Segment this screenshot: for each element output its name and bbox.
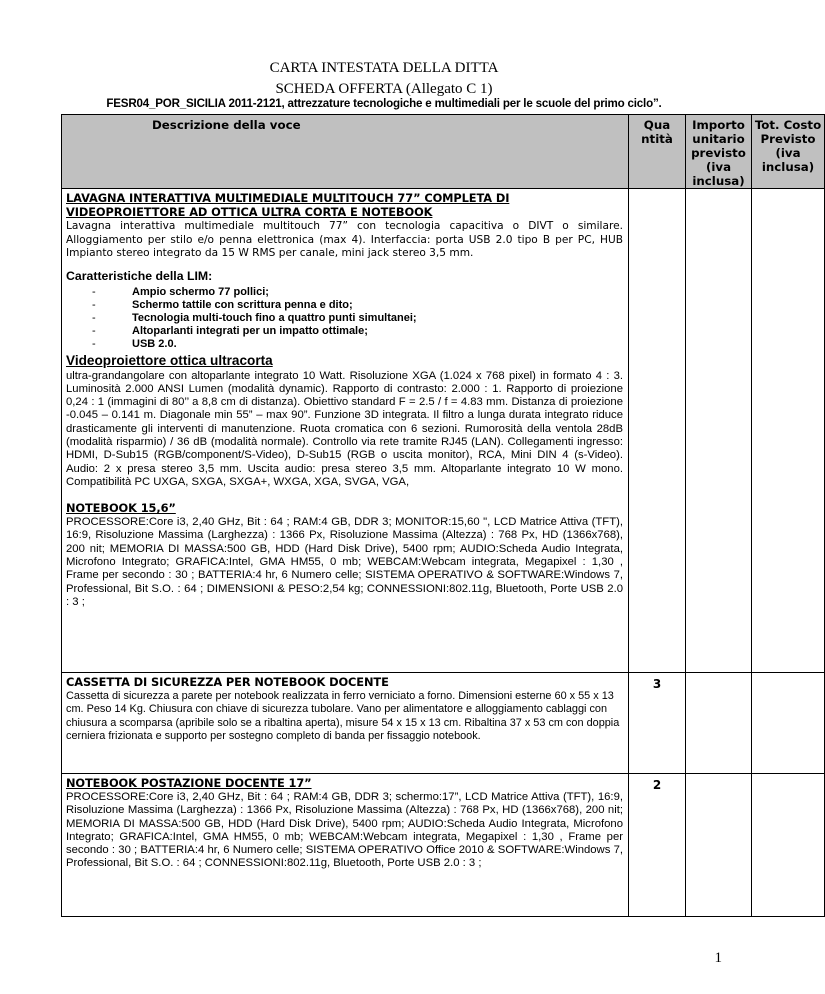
lim-features-heading: Caratteristiche della LIM: [66, 268, 213, 283]
notebook-15-text: PROCESSORE:Core i3, 2,40 GHz, Bit : 64 ; RAM:4 GB, DDR 3; MONITOR:15,60 ", LCD Matrice Attiva (TFT), 16:9, Risoluzione Massima (Larghezza) : 1366 Px, Risoluzione Massima (Altezza) : 768 Px, HD (1366x768), 200 nit; MEMORIA DI MASSA:500 GB, HDD (Hard Disk Drive), 5400 rpm; AUDIO:Scheda Audio Integrata, Microfono Integrato; GRAFICA:Intel, GMA HM55, 0 mb; WEBCAM:Webcam integrata, Megapixel : 1,30 , Frame per secondo : 30 ; BATTERIA:4 hr, 6 Numero celle; SISTEMA OPERATIVO & SOFTWARE:Windows 7, Professional, Bit S.O. : 64 ; DIMENSIONI & PESO:2,54 kg; CONNESSIONI:802.11g, Bluetooth, Porte USB 2.0 : 3 ; [66, 516, 623, 608]
list-item: - Schermo tattile con scrittura penna e dito; [92, 298, 353, 311]
column-header-total-cost: Tot. Costo Previsto (iva inclusa) [752, 115, 825, 189]
list-item: - Altoparlanti integrati per un impatto ottimale; [92, 324, 368, 337]
table-header-row [62, 115, 825, 189]
item-lim-total [752, 189, 825, 673]
company-letterhead: CARTA INTESTATA DELLA DITTA [269, 60, 499, 76]
table-row-teacher-notebook [62, 774, 825, 917]
projector-heading: Videoproiettore ottica ultracorta [66, 352, 273, 368]
item-lim-unit-price [686, 189, 752, 673]
table-row-safe [62, 673, 825, 774]
item-safe-unit-price [686, 673, 752, 774]
item-safe-text: Cassetta di sicurezza a parete per notebook realizzata in ferro verniciato a forno. Dimensioni esterne 60 x 55 x 13 cm. Peso 14 Kg. Chiusura con chiave di sicurezza tubolare. Vano per alimentatore e alloggiamento cablaggi con chiusura a scomparsa (apribile solo se a ribaltina aperta), misure 54 x 15 x 13 cm. Ribaltina 37 x 53 cm con doppia cerniera frizionata e supporto per sostegno completo di banda per fissaggio notebook. [66, 690, 620, 742]
item-teacher-notebook-text: PROCESSORE:Core i3, 2,40 GHz, Bit : 64 ; RAM:4 GB, DDR 3; schermo:17”, LCD Matrice Attiva (TFT), 16:9, Risoluzione Massima (Larghezza) : 1366 Px, Risoluzione Massima (Altezza) : 768 Px, HD (1366x768), 200 nit; MEMORIA DI MASSA:500 GB, HDD (Hard Disk Drive), 5400 rpm; AUDIO:Scheda Audio Integrata, Microfono Integrato; GRAFICA:Intel, GMA HM55, 0 mb; WEBCAM:Webcam integrata, Megapixel : 1,30 , Frame per secondo : 30 ; BATTERIA:4 hr, 6 Numero celle; SISTEMA OPERATIVO Office 2010 & SOFTWARE:Windows 7, Professional, Bit S.O. : 64 ; CONNESSIONI:802.11g, Bluetooth, Porte USB 2.0 : 3 ; [66, 791, 623, 870]
table-row-lim [62, 189, 825, 673]
item-safe-title: CASSETTA DI SICUREZZA PER NOTEBOOK DOCENTE [66, 675, 389, 689]
lim-features-list [92, 286, 623, 351]
offer-table [61, 114, 825, 917]
list-item: - Tecnologia multi-touch fino a quattro punti simultanei; [92, 311, 417, 324]
item-lim-text: Lavagna interattiva multimediale multitouch 77” con tecnologia capacitiva o DIVT o similare. Alloggiamento per stilo e/o penna elettronica (max 4). Interfaccia: porta USB 2.0 tipo B per PC, HUB Impianto stereo integrato da 15 W RMS per canale, mini jack stereo 3,5 mm. [66, 220, 623, 259]
item-safe-quantity: 3 [629, 673, 686, 774]
list-item: - USB 2.0. [92, 337, 177, 350]
document-subtitle: FESR04_POR_SICILIA 2011-2121, attrezzature tecnologiche e multimediali per le scuole del primo ciclo”. [106, 97, 662, 110]
item-safe-total [752, 673, 825, 774]
item-teacher-notebook-total [752, 774, 825, 917]
item-teacher-notebook-title: NOTEBOOK POSTAZIONE DOCENTE 17” [66, 776, 312, 790]
item-teacher-notebook-description [62, 774, 629, 917]
notebook-15-heading: NOTEBOOK 15,6” [66, 501, 176, 516]
item-lim-description [62, 189, 629, 673]
list-item: - Ampio schermo 77 pollici; [92, 285, 269, 298]
column-header-description: Descrizione della voce [62, 115, 629, 189]
document-title: SCHEDA OFFERTA (Allegato C 1) [275, 81, 493, 97]
item-lim-title: LAVAGNA INTERATTIVA MULTIMEDIALE MULTITOUCH 77” COMPLETA DI VIDEOPROIETTORE AD OTTICA ULTRA CORTA E NOTEBOOK [66, 191, 510, 219]
column-header-unit-price: Importo unitario previsto (iva inclusa) [686, 115, 752, 189]
projector-text: ultra-grandangolare con altoparlante integrato 10 Watt. Risoluzione XGA (1.024 x 768 pixel) in formato 4 : 3. Luminosità 2.000 ANSI Lumen (modalità dynamic). Rapporto di contrasto: 2.000 : 1. Rapporto di proiezione 0,24 : 1 (immagini di 80’’ a 8,8 cm di distanza). Obiettivo standard F = 2.5 / f = 4.83 mm. Distanza di proiezione -0.045 – 0.141 m. Diagonale min 55” – max 90”. Funzione 3D integrata. Il filtro a lunga durata integrato riduce drasticamente gli interventi di manutenzione. Ruota cromatica con 6 sezioni. Rumorosità della ventola 28dB (modalità risparmio) / 36 dB (modalità normale). Controllo via rete tramite RJ45 (LAN). Collegamenti ingresso: HDMI, D-Sub15 (RGB/component/S-Video), D-Sub15 (RGB o uscita monitor), RCA, Mini DIN 4 (s-Video). Audio: 2 x presa stereo 3,5 mm. Uscita audio: presa stereo 3,5 mm. Altoparlante integrato 10 W mono. Compatibilità PC UXGA, SXGA, SXGA+, WXGA, XGA, SVGA, VGA, [66, 369, 623, 488]
item-teacher-notebook-unit-price [686, 774, 752, 917]
column-header-quantity: Qua ntità [629, 115, 686, 189]
item-teacher-notebook-quantity: 2 [629, 774, 686, 917]
item-safe-description [62, 673, 629, 774]
item-lim-quantity [629, 189, 686, 673]
page-number: 1 [714, 950, 722, 966]
